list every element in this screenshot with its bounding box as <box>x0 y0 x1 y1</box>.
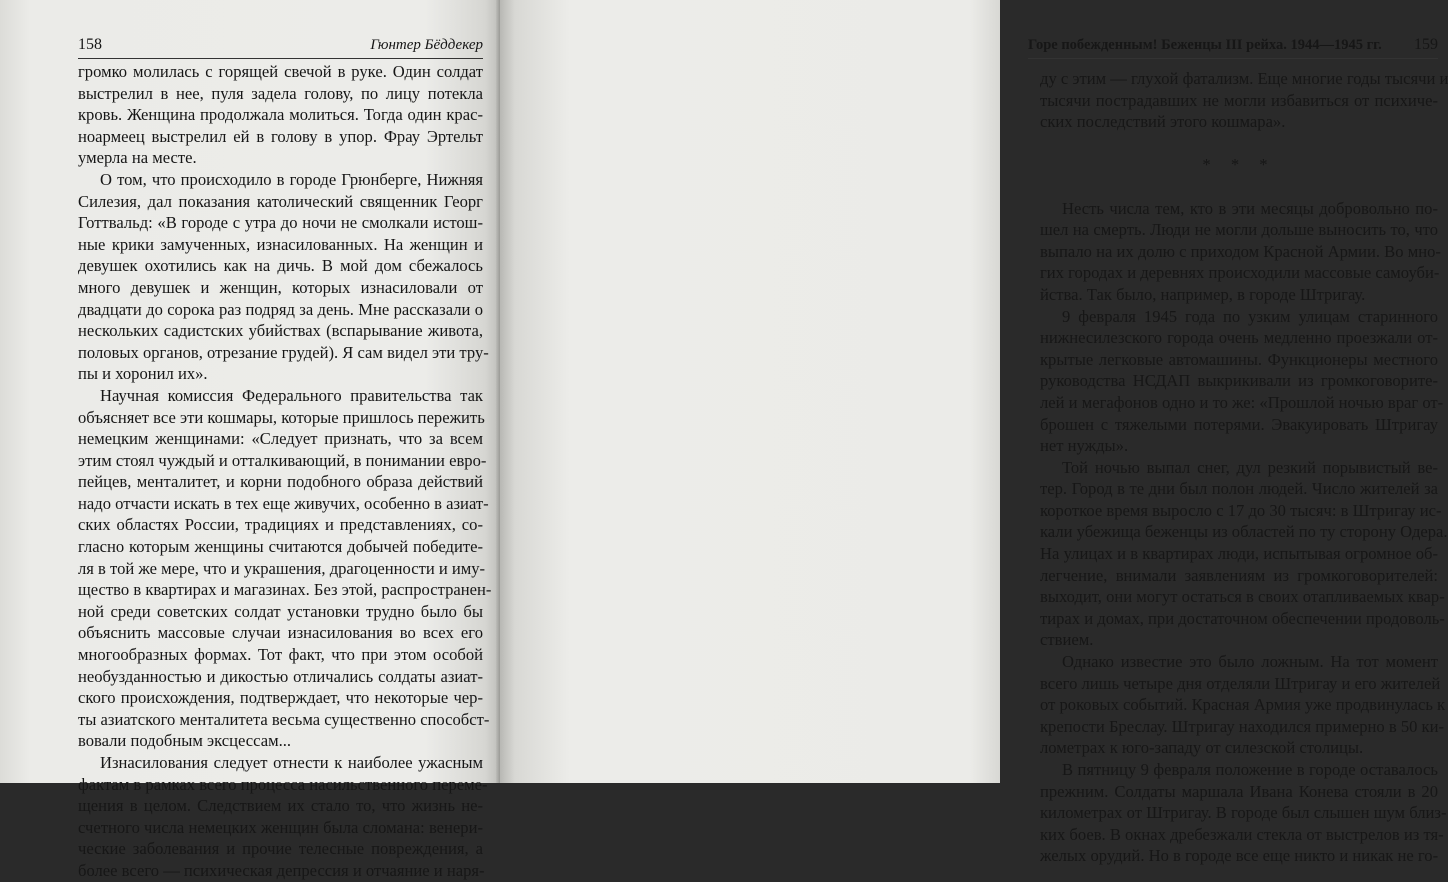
text-line: счетного числа немецких женщин была сломана: венери- <box>78 817 483 837</box>
text-line: короткое время выросло с 17 до 30 тысяч: в Штригау ис- <box>1040 500 1442 520</box>
text-line: необузданностью и дикостью отличались солдаты азиат- <box>78 666 483 686</box>
text-line: объясняет все эти кошмары, которые пришлось пережить <box>78 407 485 427</box>
text-line: кровь. Женщина продолжала молиться. Тогда один крас- <box>78 105 483 125</box>
text-line: прежним. Солдаты маршала Ивана Конева стояли в 20 <box>1040 781 1438 801</box>
right-running-head: Горе побежденным! Беженцы III рейха. 1944—1945 гг. <box>1028 37 1382 53</box>
text-line: ноармеец выстрелил ей в голову в упор. Фрау Эртельт <box>78 126 483 146</box>
section-separator: * * * <box>1202 155 1276 175</box>
text-line: умерла на месте. <box>78 148 197 168</box>
text-line: фактам в рамках всего процесса насильственного переме- <box>78 774 488 794</box>
text-line: выходит, они могут остаться в своих отапливаемых квар- <box>1040 587 1445 607</box>
text-line: Научная комиссия Федерального правительства так <box>100 385 483 405</box>
text-line: пы и хоронил их». <box>78 364 208 384</box>
text-line: объяснить массовые случаи изнасилования во всех его <box>78 623 483 643</box>
left-page-number: 158 <box>78 36 102 53</box>
text-line: нескольких садистских убийствах (вспарывание живота, <box>78 321 483 341</box>
text-line: В пятницу 9 февраля положение в городе оставалось <box>1062 760 1438 779</box>
text-line: гласно которым женщины считаются добычей победите- <box>78 537 483 557</box>
text-line: 9 февраля 1945 года по узким улицам старинного <box>1062 306 1438 326</box>
text-line: ной среди советских солдат установки трудно было бы <box>78 601 483 621</box>
text-line: вовали подобным эксцессам... <box>78 731 292 751</box>
text-line: Изнасилования следует отнести к наиболее ужасным <box>100 753 483 772</box>
text-line: двадцати до сорока раз подряд за день. Мне рассказали о <box>78 299 483 319</box>
text-line: шел на смерть. Люди не могли дольше выносить то, что <box>1040 220 1438 240</box>
text-line: лей и мегафонов одно и то же: «Прошлой ночью враг от- <box>1040 392 1444 412</box>
left-page-header <box>78 34 483 56</box>
text-line: пейцев, менталитет, и корни подобного образа действий <box>78 472 483 492</box>
text-line: гих городах и деревнях происходили массовые самоуби- <box>1040 263 1440 283</box>
text-line: ля в той же мере, что и украшения, драгоценности и иму- <box>78 558 486 578</box>
text-line: брошен с тяжелыми потерями. Эвакуировать Штригау <box>1040 414 1438 434</box>
text-line: Несть числа тем, кто в эти месяцы добровольно по- <box>1062 198 1438 218</box>
text-line: всего лишь четыре дня отделяли Штригау и его жителей <box>1040 673 1441 693</box>
text-line: половых органов, отрезание грудей). Я сам видел эти тру- <box>78 342 489 362</box>
text-line: ского происхождения, подтверждает, что некоторые чер- <box>78 688 483 708</box>
left-page-body <box>78 61 492 882</box>
text-line: ских последствий этого кошмара». <box>1040 112 1286 132</box>
text-line: щения в целом. Следствием их стало то, что жизнь не- <box>78 796 483 816</box>
text-line: ких боев. В окнах дребезжали стекла от выстрелов из тя- <box>1040 824 1444 844</box>
text-line: ствием. <box>1040 630 1094 650</box>
text-line <box>1040 133 1438 155</box>
text-line: много девушек и женщин, которых изнасиловали от <box>78 277 483 297</box>
right-page <box>500 0 1448 866</box>
text-line: немецким женщинами: «Следует признать, что за всем <box>78 429 483 449</box>
text-line: желых орудий. Но в городе все еще никто и никак не го- <box>1040 846 1439 866</box>
text-line: ные крики замученных, изнасилованных. На женщин и <box>78 234 483 254</box>
text-line: ских областях России, традициях и представлениях, со- <box>78 515 483 535</box>
text-line: Готтвальд: «В городе с утра до ночи не смолкали истош- <box>78 213 483 233</box>
text-line: легчение, внимали заявлениям из громкоговорителей: <box>1040 565 1438 585</box>
text-line: нижнесилезского города очень медленно проезжали от- <box>1040 328 1438 348</box>
text-line: руководства НСДАП выкрикивали из громкоговорите- <box>1040 371 1438 391</box>
text-line: громко молилась с горящей свечой в руке. Один солдат <box>78 62 483 81</box>
right-page-body <box>1040 68 1448 867</box>
text-line: Той ночью выпал снег, дул резкий порывистый ве- <box>1062 457 1438 477</box>
text-line: девушек охотились как на дичь. В мой дом сбежалось <box>78 256 483 276</box>
text-line: нет нужды». <box>1040 436 1129 456</box>
text-line: этим стоял чуждый и отталкивающий, в понимании евро- <box>78 450 487 470</box>
text-line: тирах и домах, при достаточном обеспечении продоволь- <box>1040 608 1445 628</box>
text-line: кали убежища беженцы из областей по ту сторону Одера. <box>1040 522 1448 542</box>
text-line: выпало на их долю с приходом Красной Армии. Во мно- <box>1040 241 1441 261</box>
text-line: О том, что происходило в городе Грюнберге, Нижняя <box>100 169 483 189</box>
text-line: крепости Бреслау. Штригау находился примерно в 50 ки- <box>1040 716 1445 736</box>
left-page <box>0 0 500 880</box>
left-header-rule <box>78 58 483 59</box>
text-line: выстрелил в нее, пуля задела голову, по лицу потекла <box>78 83 483 103</box>
text-line: лометрах к юго-западу от силезской столицы. <box>1040 738 1364 758</box>
text-line: крытые легковые автомашины. Функционеры местного <box>1040 349 1438 369</box>
right-page-header <box>1028 34 1438 56</box>
text-line: щество в квартирах и магазинах. Без этой, распространен- <box>78 580 492 600</box>
text-line: тер. Город в те дни был полон людей. Число жителей за <box>1040 479 1438 499</box>
left-running-head: Гюнтер Бёддекер <box>370 37 483 53</box>
right-header-rule <box>1028 58 1438 59</box>
text-line: надо отчасти искать в тех еще живучих, особенно в азиат- <box>78 493 489 513</box>
text-line: ду с этим — глухой фатализм. Еще многие годы тысячи и <box>1040 69 1448 88</box>
text-line <box>1040 176 1438 198</box>
text-line: На улицах и в квартирах люди, испытывая огромное об- <box>1040 544 1438 564</box>
text-line: ческие заболевания и прочие телесные повреждения, а <box>78 839 483 859</box>
text-line: ты азиатского менталитета весьма существенно способст- <box>78 709 490 729</box>
text-line: Однако известие это было ложным. На тот момент <box>1062 652 1438 672</box>
text-line: более всего — психическая депрессия и отчаяние и наря- <box>78 860 485 880</box>
text-line: километрах от Штригау. В городе был слышен шум близ- <box>1040 803 1447 823</box>
text-line: от роковых событий. Красная Армия уже продвинулась к <box>1040 695 1446 715</box>
text-line: многообразных формах. Тот факт, что при этом особой <box>78 645 483 665</box>
text-line: Силезия, дал показания католический священник Георг <box>78 191 483 211</box>
right-page-number: 159 <box>1414 36 1438 53</box>
text-line: тысячи пострадавших не могли избавиться от психиче- <box>1040 90 1438 110</box>
text-line: йства. Так было, например, в городе Штригау. <box>1040 284 1366 304</box>
